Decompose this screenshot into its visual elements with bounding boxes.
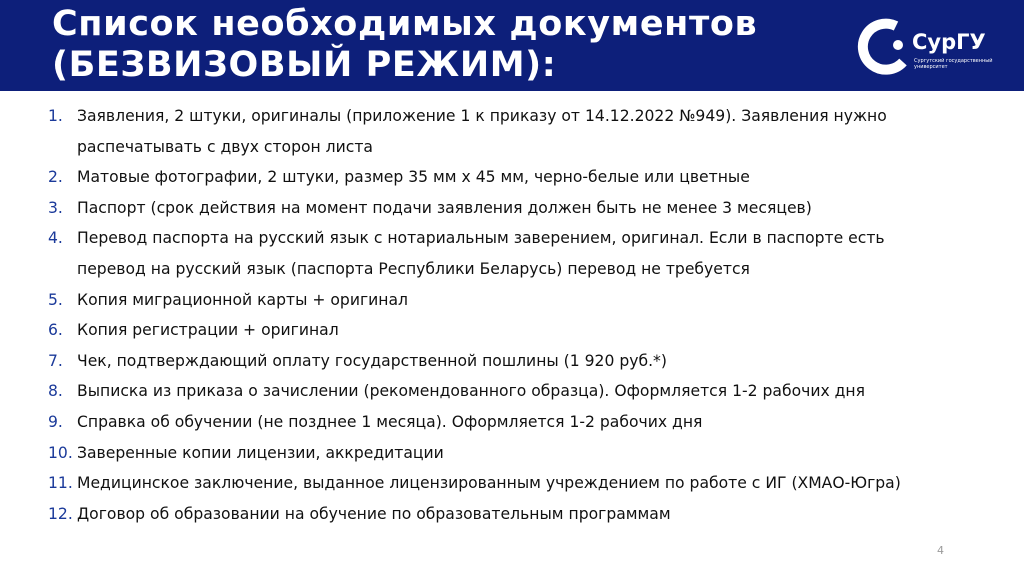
list-item-text: Перевод паспорта на русский язык с нотариальным заверением, оригинал. Если в паспорте есть [77, 229, 885, 248]
list-item [0, 223, 977, 284]
list-item-text: Паспорт (срок действия на момент подачи заявления должен быть не менее 3 месяцев) [77, 198, 812, 217]
list-item-text: Копия регистрации + оригинал [77, 321, 339, 340]
page-title [52, 4, 757, 86]
list-item-number: 7. [48, 351, 63, 370]
list-item-number: 11. [48, 474, 73, 493]
list-item [0, 346, 977, 377]
list-item [0, 162, 977, 193]
list-item-text: распечатывать с двух сторон листа [77, 137, 373, 156]
list-item-number: 3. [48, 198, 63, 217]
list-item-text: перевод на русский язык (паспорта Республики Беларусь) перевод не требуется [77, 259, 750, 278]
header-banner [0, 0, 1024, 91]
list-item-text: Медицинское заключение, выданное лицензированным учреждением по работе с ИГ (ХМАО-Югра) [77, 474, 901, 493]
list-item [0, 407, 977, 438]
title-line-2: (БЕЗВИЗОВЫЙ РЕЖИМ): [52, 45, 557, 85]
list-item [0, 315, 977, 346]
list-item [0, 376, 977, 407]
list-item-number: 12. [48, 504, 73, 523]
list-item [0, 468, 977, 499]
list-item-number: 9. [48, 412, 63, 431]
logo-subtitle: Сургутский государственный университет [914, 58, 993, 70]
list-item-number: 1. [48, 107, 63, 125]
logo-mark-icon [852, 12, 918, 78]
list-item-number: 5. [48, 290, 63, 309]
list-item-text: Матовые фотографии, 2 штуки, размер 35 мм х 45 мм, черно-белые или цветные [77, 168, 750, 187]
title-line-1: Список необходимых документов [52, 4, 758, 44]
list-item [0, 101, 977, 162]
list-item-number: 4. [48, 229, 63, 248]
list-item-text: Чек, подтверждающий оплату государственной пошлины (1 920 руб.*) [77, 351, 667, 370]
page-number: 4 [937, 544, 944, 557]
list-item [0, 193, 977, 224]
list-item [0, 499, 977, 530]
university-logo [852, 12, 1002, 78]
list-item-text: Договор об образовании на обучение по образовательным программам [77, 504, 671, 523]
list-item-text: Справка об обучении (не позднее 1 месяца). Оформляется 1-2 рабочих дня [77, 412, 703, 431]
logo-name: СурГУ [912, 30, 986, 54]
documents-list [0, 101, 977, 529]
list-item [0, 285, 977, 316]
list-item-text: Копия миграционной карты + оригинал [77, 290, 409, 309]
list-item-number: 6. [48, 321, 63, 340]
list-item-number: 10. [48, 443, 73, 462]
list-item-number: 2. [48, 168, 63, 187]
list-item-text: Выписка из приказа о зачислении (рекомендованного образца). Оформляется 1-2 рабочих дня [77, 382, 866, 401]
list-item-text: Заявления, 2 штуки, оригиналы (приложение 1 к приказу от 14.12.2022 №949). Заявления нужно [77, 107, 887, 125]
list-item [0, 438, 977, 469]
list-item-number: 8. [48, 382, 63, 401]
list-item-text: Заверенные копии лицензии, аккредитации [77, 443, 444, 462]
